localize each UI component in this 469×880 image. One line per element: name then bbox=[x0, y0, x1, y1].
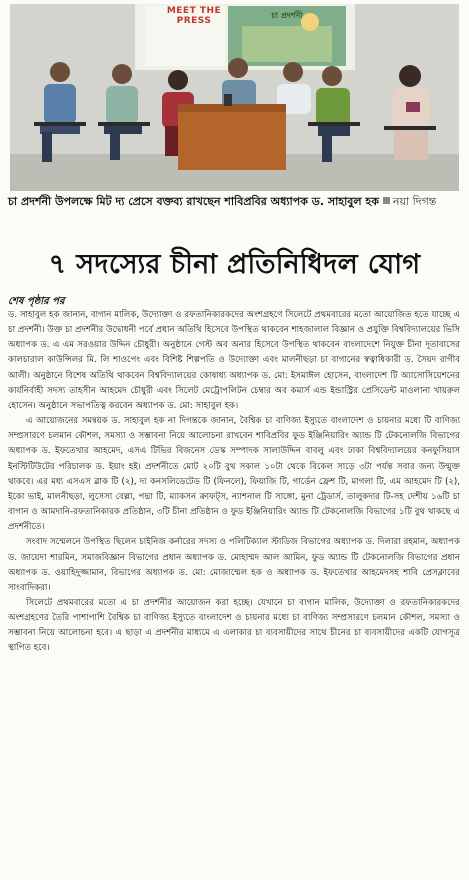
paragraph: এ আয়োজনের সমন্বয়ক ড. সাহাবুল হক না দিগন্তকে জানান, বৈশ্বিক চা বাণিজ্য ইস্যুতে বাংলাদেশ ও চায়নার মধ্যে টি বাণিজ্য সম্প্রসারণে চলমান কৌশল, সমস্যা ও সম্ভাবনা নিয়ে আলোচনা রাখবেন শাবিপ্রবির ফুড ইঞ্জিনিয়ারিং অ্যান্ড টি টেকনোলজি বিভাগের অধ্যাপক ড. ইফতেখার আহমেদ, এসএ টিভির বিজনেস ডেস্ক সম্পাদক সালাউদ্দিন বাবলু এবং ঢাকা বিশ্ববিদ্যালয়ের কনফুসিয়াস ইনস্টিটিউটের পরিচালক ড. ইয়াং হই। প্রদর্শনীতে মোট ২০টি বুথ সকাল ১০টা থেকে বিকেল সাড়ে ৩টা পর্যন্ত সবার জন্য উন্মুক্ত থাকবে। এর মধ্য এসএস ব্লাক টি (২), দ্য কনসলিডেটেড টি (ফিনলে), ফিয়াজি টি, গার্ডেন ফ্রেশ টি, মাগলা টি, এম আহমেদ টি (২), ইকো ভাই, মালনীছড়া, লুসেসা বেল্লা, পদ্মা টি, ম্যাকসন ক্রাফট্স, ন্যাশনাল টি সাঙ্গো, মুনা ট্রেডার্স, তালুকদার টি-সহ দেশীয় ১৬টি চা বাগান ও আমদানি-রফতানিকারক প্রতিষ্ঠান, ৩টি চীনা প্রতিষ্ঠান ও ফুড ইঞ্জিনিয়ারিং অ্যান্ড টি টেকনোলজি বিভাগের ১টি বুথ থাকছে এ প্রদর্শনীতে। bbox=[8, 416, 460, 533]
square-bullet-icon bbox=[383, 197, 390, 204]
caption-source: নয়া দিগন্ত bbox=[392, 195, 437, 208]
caption-text: চা প্রদর্শনী উপলক্ষে মিট দ্য প্রেসে বক্তব্য রাখছেন শাবিপ্রবির অধ্যাপক ড. সাহাবুল হক bbox=[8, 195, 379, 208]
banner-title: MEET THE PRESS bbox=[166, 6, 222, 26]
paragraph: ড. সাহাবুল হক জানান, বাগান মালিক, উদ্যোক্তা ও রফতানিকারকদের অংশগ্রহণে সিলেটে প্রথমবারের মতো আয়োজিত হতে যাচ্ছে এ চা প্রদর্শনী। উক্ত চা প্রদর্শনীর উদ্বোধনী পর্বে প্রধান অতিথি হিসেবে উপস্থিত থাকবেন শাহজালাল বিজ্ঞান ও প্রযুক্তি বিশ্ববিদ্যালয়ের ভিসি অধ্যাপক ড. এ এম সরওয়ার উদ্দিন চৌধুরী। অনুষ্ঠানে গেস্ট অব অনার হিসেবে উপস্থিত থাকবেন বাংলাদেশে নিযুক্ত চীনা দূতাবাসের কালচারাল কাউন্সিলর মি. লি শাওপেং এবং বিশিষ্ট শিল্পপতি ও উদ্যোক্তা এবং মালনীছড়া চা বাগানের স্বত্বাধিকারী ড. সৈয়দ রাগীব আলী। অনুষ্ঠানে বিশেষ অতিথি থাকবেন বিশ্ববিদ্যালয়ের কোষাধ্য অধ্যাপক ড. মো: ইসমাঈল হোসেন, বাংলাদেশ টি অ্যাসোসিয়েশনের কার্যনির্বাহী সদস্য তাহসীন আহমেদ চৌধুরী এবং সিলেট মেট্রোপলিটন চেম্বার অব কমার্স এন্ড ইন্ডাস্ট্রির প্রেসিডেন্ট মাওলানা খায়রুল হোসেন। অনুষ্ঠানে সভাপতিত্ব করবেন অধ্যাপক ড. মো: সাহাবুল হক। bbox=[8, 310, 460, 411]
news-photo bbox=[10, 4, 459, 191]
headline: ৭ সদস্যের চীনা প্রতিনিধিদল যোগ bbox=[48, 249, 421, 280]
paragraph: সিলেটে প্রথমবারের মতো এ চা প্রদর্শনীর আয়োজন করা হচ্ছে। যেখানে চা বাগান মালিক, উদ্যোক্তা ও রফতানিকারকদের অংশগ্রহণের তৈরি পাশাপাশি বৈশ্বিক চা বাণিজ্য ইস্যুতে বাংলাদেশ ও চায়নার মধ্যে চা বাণিজ্য সম্প্রসারণে চলমান কৌশল, সমস্যা ও সম্ভাবনা নিয়ে আলোচনা হবে। এ ছাড়া এ প্রদর্শনীর মাধ্যমে এ এলাকার চা ব্যবসায়ীদের সাথে চীনের চা ব্যবসায়ীদের একটি যোগসূত্র স্থাপিত হবে। bbox=[8, 597, 460, 654]
press-conference-illustration bbox=[10, 4, 459, 191]
article-body bbox=[8, 308, 460, 657]
continued-from-label: শেষ পৃষ্ঠার পর bbox=[8, 296, 65, 307]
photo-caption bbox=[8, 193, 460, 211]
paragraph: সংবাদ সম্মেলনে উপস্থিত ছিলেন চাইনিজ কর্নারের সদস্য ও পলিটিক্যাল স্টাডিজ বিভাগের অধ্যাপক ড. দিলারা রহমান, অধ্যাপক ড. জায়েদা শারমিন, সমাজবিজ্ঞান বিভাগের প্রধান অধ্যাপক ড. মোহাম্মদ আল আমিন, ফুড অ্যান্ড টি টেকনোলজি বিভাগের প্রধান অধ্যাপক ড. ওয়াহিদুজ্জামান, বিভাগের অধ্যাপক ড. মো: মোজাম্মেল হক ও অধ্যাপক ড. ইফতেখার আহমেদসহ শাবি প্রেসক্লাবের সাংবাদিকরা। bbox=[8, 537, 460, 593]
banner-bangla-title: চা প্রদর্শনী bbox=[271, 11, 303, 20]
